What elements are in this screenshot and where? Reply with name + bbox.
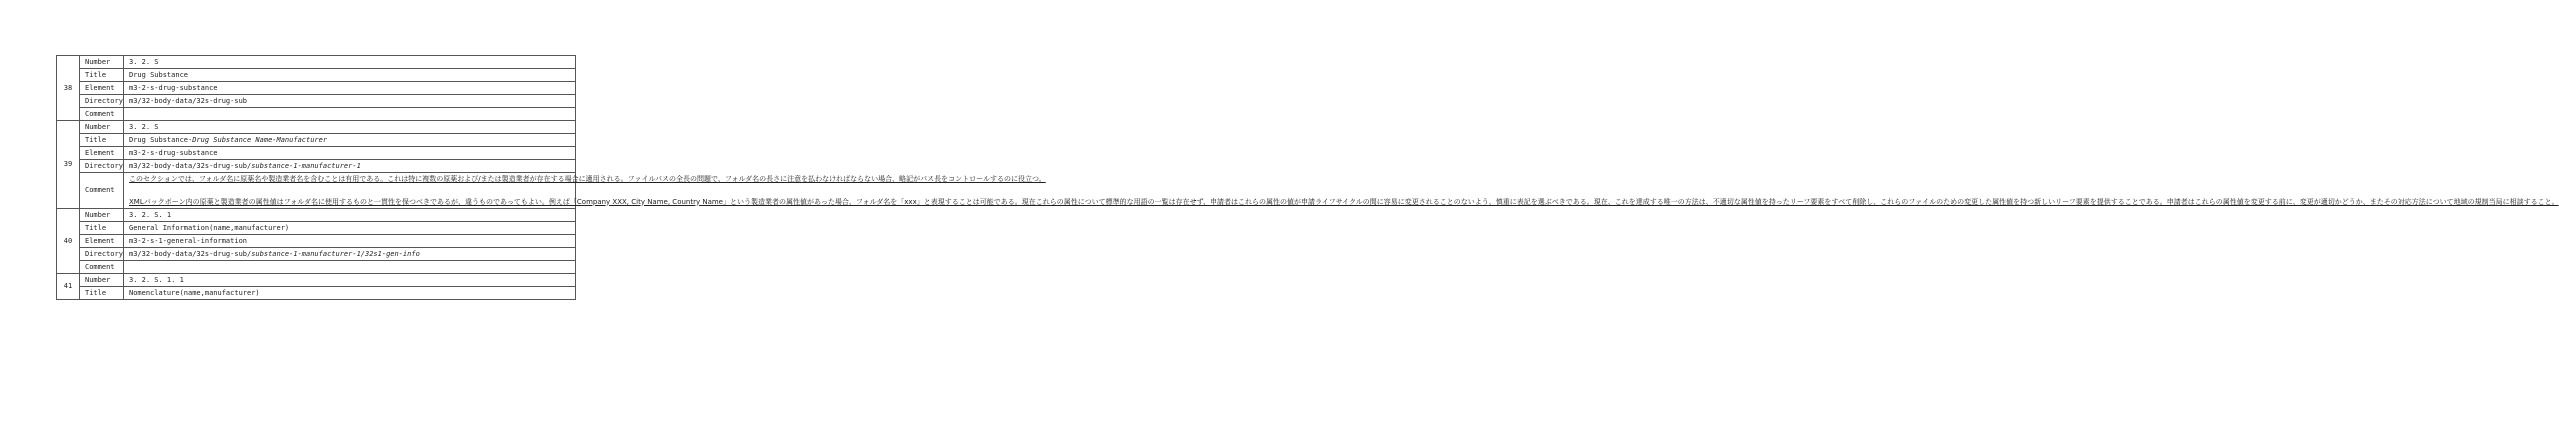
comment-value — [124, 173, 2559, 209]
table-row — [57, 147, 576, 160]
table-row — [57, 173, 576, 209]
directory-value: m3/32-body-data/32s-drug-sub — [124, 95, 576, 108]
element-value: m3-2-s-drug-substance — [124, 147, 576, 160]
element-value: m3-2-s-drug-substance — [124, 82, 576, 95]
directory-italic-text: substance-1-manufacturer-1 — [251, 162, 361, 170]
table-row — [57, 134, 576, 147]
comment-label: Comment — [80, 108, 124, 121]
directory-label: Directory — [80, 160, 124, 173]
table-row — [57, 247, 576, 260]
number-label: Number — [80, 273, 124, 286]
title-text: Drug Substance- — [129, 136, 193, 144]
comment-paragraph: このセクションでは、フォルダ名に原薬名や製造業者名を含むことは有用である。これは特に複数の原薬および/または製造業者が存在する場合に適用される。ファイルパスの全長の問題で、フォルダ名の長さに注意を払わなければならない場合、略記がパス長をコントロールするのに役立つ。 — [129, 175, 1046, 183]
number-value: 3. 2. S — [124, 56, 576, 69]
comment-value — [124, 108, 576, 121]
title-label: Title — [80, 221, 124, 234]
table-row — [57, 69, 576, 82]
table-row — [57, 273, 576, 286]
table-row — [57, 221, 576, 234]
comment-label: Comment — [80, 260, 124, 273]
directory-value — [124, 247, 576, 260]
title-value — [124, 134, 576, 147]
title-italic-text: Drug Substance Name-Manufacturer — [192, 136, 328, 144]
directory-value — [124, 160, 576, 173]
title-value: General Information(name,manufacturer) — [124, 221, 576, 234]
number-label: Number — [80, 121, 124, 134]
title-label: Title — [80, 286, 124, 299]
table-row — [57, 108, 576, 121]
table-row — [57, 234, 576, 247]
table-row — [57, 260, 576, 273]
directory-label: Directory — [80, 95, 124, 108]
table-row — [57, 208, 576, 221]
directory-text: m3/32-body-data/32s-drug-sub/ — [129, 162, 252, 170]
number-value: 3. 2. S — [124, 121, 576, 134]
number-label: Number — [80, 208, 124, 221]
table-row — [57, 286, 576, 299]
title-value: Drug Substance — [124, 69, 576, 82]
number-value: 3. 2. S. 1 — [124, 208, 576, 221]
element-value: m3-2-s-1-general-information — [124, 234, 576, 247]
spec-table — [56, 55, 2559, 300]
row-number-38: 38 — [57, 56, 80, 121]
number-value: 3. 2. S. 1. 1 — [124, 273, 576, 286]
number-label: Number — [80, 56, 124, 69]
table-row — [57, 56, 576, 69]
row-number-40: 40 — [57, 208, 80, 273]
row-number-39: 39 — [57, 121, 80, 209]
directory-italic-text: substance-1-manufacturer-1/32s1-gen-info — [251, 249, 420, 258]
table-row — [57, 95, 576, 108]
table-row — [57, 82, 576, 95]
title-value: Nomenclature(name,manufacturer) — [124, 286, 576, 299]
directory-label: Directory — [80, 247, 124, 260]
table-row — [57, 160, 576, 173]
title-label: Title — [80, 69, 124, 82]
directory-text: m3/32-body-data/32s-drug-sub/ — [129, 249, 252, 258]
comment-value — [124, 260, 576, 273]
element-label: Element — [80, 147, 124, 160]
title-label: Title — [80, 134, 124, 147]
row-number-41: 41 — [57, 273, 80, 299]
table-row — [57, 121, 576, 134]
comment-paragraph: XMLバックボーン内の原薬と製造業者の属性値はフォルダ名に使用するものと一貫性を保つべきであるが、違うものであってもよい。例えば「Company XXX, City Name, Country Name」という製造業者の属性値があった場合、フォルダ名を「xxx」と表現することは可能である。現在これらの属性について標準的な用語の一覧は存在せず、申請者はこれらの属性の値が申請ライフサイクルの間に容易に変更されることのないよう、慎重に表記を選ぶべきである。現在、これを達成する唯一の方法は、不適切な属性値を持ったリーフ要素をすべて削除し、これらのファイルのための変更した属性値を持つ新しいリーフ要素を提供することである。申請者はこれらの属性値を変更する前に、変更が適切かどうか、またその対応方法について地域の規制当局に相談すること。 — [129, 197, 2559, 206]
comment-label: Comment — [80, 173, 124, 209]
element-label: Element — [80, 82, 124, 95]
element-label: Element — [80, 234, 124, 247]
